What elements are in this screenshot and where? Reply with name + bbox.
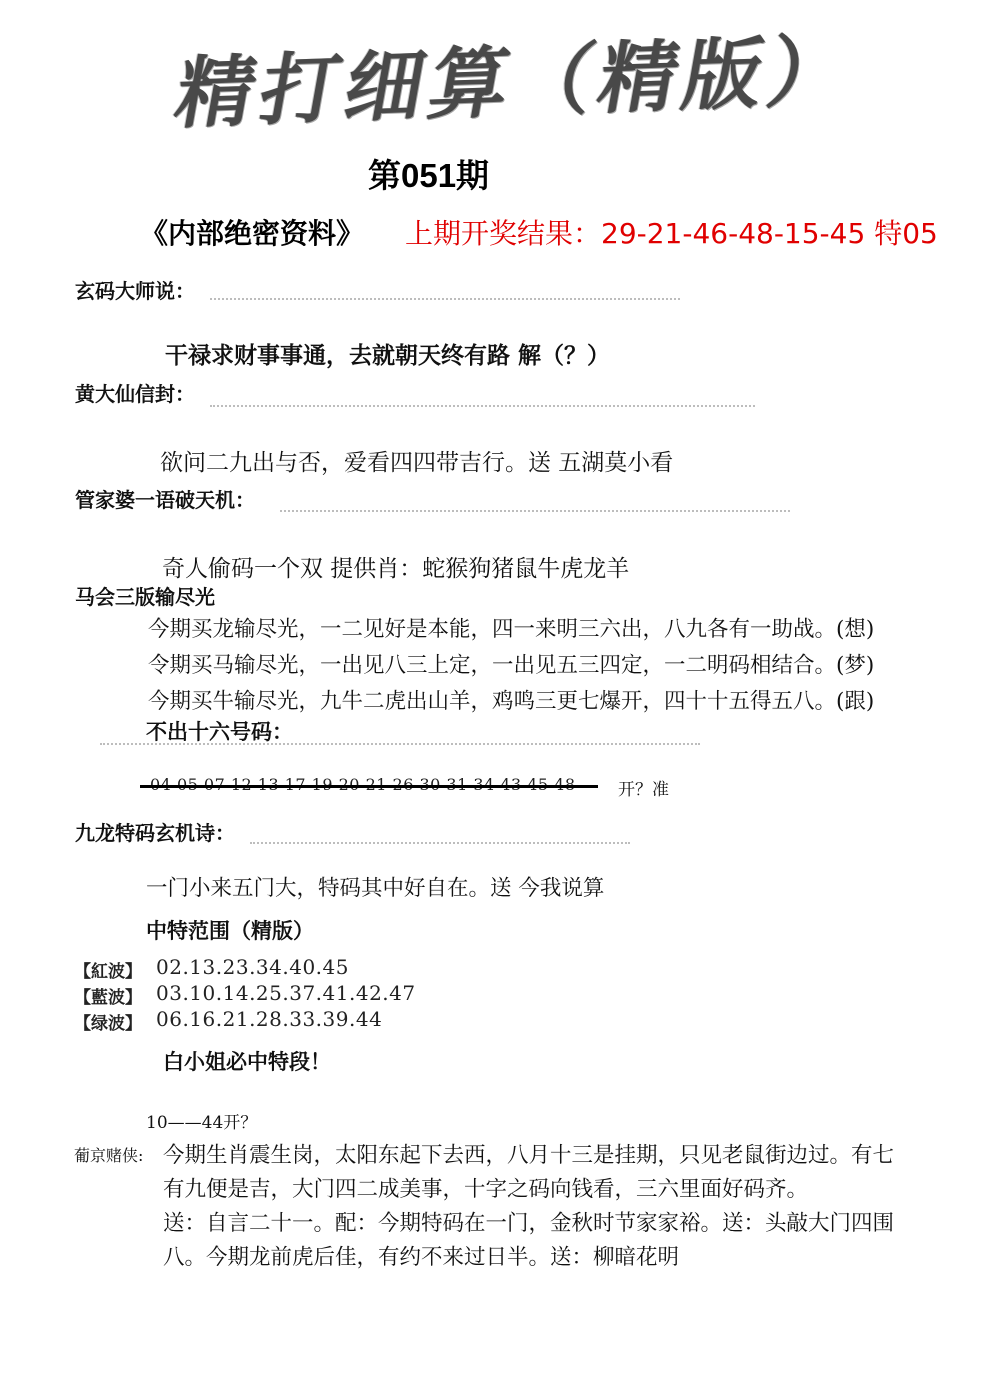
range-open: 10——44开？: [146, 1113, 258, 1133]
divider: [280, 510, 790, 512]
xuanma-heading: 玄码大师说：: [75, 279, 195, 303]
huangdaxian-text: 欲问二九出与否，爱看四四带吉行。送 五湖莫小看: [160, 450, 674, 476]
issue-number: 第051期: [368, 157, 490, 194]
buchu-heading: 不出十六号码：: [146, 720, 293, 744]
banner-title: 精打细算（精版）: [168, 26, 862, 140]
last-result: 上期开奖结果：29-21-46-48-15-45 特05: [405, 217, 938, 250]
strike-line: [140, 785, 598, 788]
green-wave-label: 【绿波】: [74, 1014, 142, 1034]
blue-wave-numbers: 03.10.14.25.37.41.42.47: [156, 981, 416, 1005]
dujie-line: 有九便是吉，大门四二成美事，十字之码向钱看，三六里面好码齐。: [163, 1177, 809, 1202]
range-heading: 中特范围（精版）: [146, 919, 314, 943]
dujie-line: 八。今期龙前虎后佳，有约不来过日半。送：柳暗花明: [163, 1245, 680, 1270]
divider: [210, 298, 680, 300]
mahui-line: 今期买牛输尽光，九牛二虎出山羊，鸡鸣三更七爆开，四十十五得五八。(跟): [148, 689, 875, 714]
divider: [100, 743, 700, 745]
mahui-line: 令期买马输尽光，一出见八三上定，一出见五三四定，一二明码相结合。(梦): [148, 653, 875, 678]
guanjiapo-text: 奇人偷码一个双 提供肖：蛇猴狗猪鼠牛虎龙羊: [162, 556, 630, 582]
green-wave-numbers: 06.16.21.28.33.39.44: [156, 1007, 383, 1031]
buchu-note: 开？准: [618, 780, 669, 800]
blue-wave-label: 【藍波】: [74, 988, 142, 1008]
bai-heading: 白小姐必中特段！: [163, 1050, 331, 1074]
jiulong-text: 一门小来五门大，特码其中好自在。送 今我说算: [146, 876, 605, 901]
secret-title: 《内部绝密资料》: [140, 217, 365, 250]
red-wave-numbers: 02.13.23.34.40.45: [156, 955, 349, 979]
guanjiapo-heading: 管家婆一语破天机：: [75, 488, 255, 512]
divider: [210, 405, 755, 407]
jiulong-heading: 九龙特码玄机诗：: [75, 821, 235, 845]
dujie-line: 送：自言二十一。配：今期特码在一门，金秋时节家家裕。送：头敲大门四围: [163, 1211, 895, 1236]
red-wave-label: 【紅波】: [74, 962, 142, 982]
divider: [250, 842, 630, 844]
dujie-line: 今期生肖震生岗，太阳东起下去西，八月十三是挂期，只见老鼠街边过。有七: [163, 1143, 895, 1168]
xuanma-text: 干禄求财事事通，去就朝天终有路 解（？）: [165, 343, 611, 369]
dujie-label: 葡京赌侠:: [74, 1146, 144, 1165]
huangdaxian-heading: 黄大仙信封：: [75, 382, 195, 406]
mahui-line: 今期买龙输尽光，一二见好是本能，四一来明三六出，八九各有一助战。(想): [148, 617, 875, 642]
mahui-heading: 马会三版输尽光: [75, 585, 215, 609]
